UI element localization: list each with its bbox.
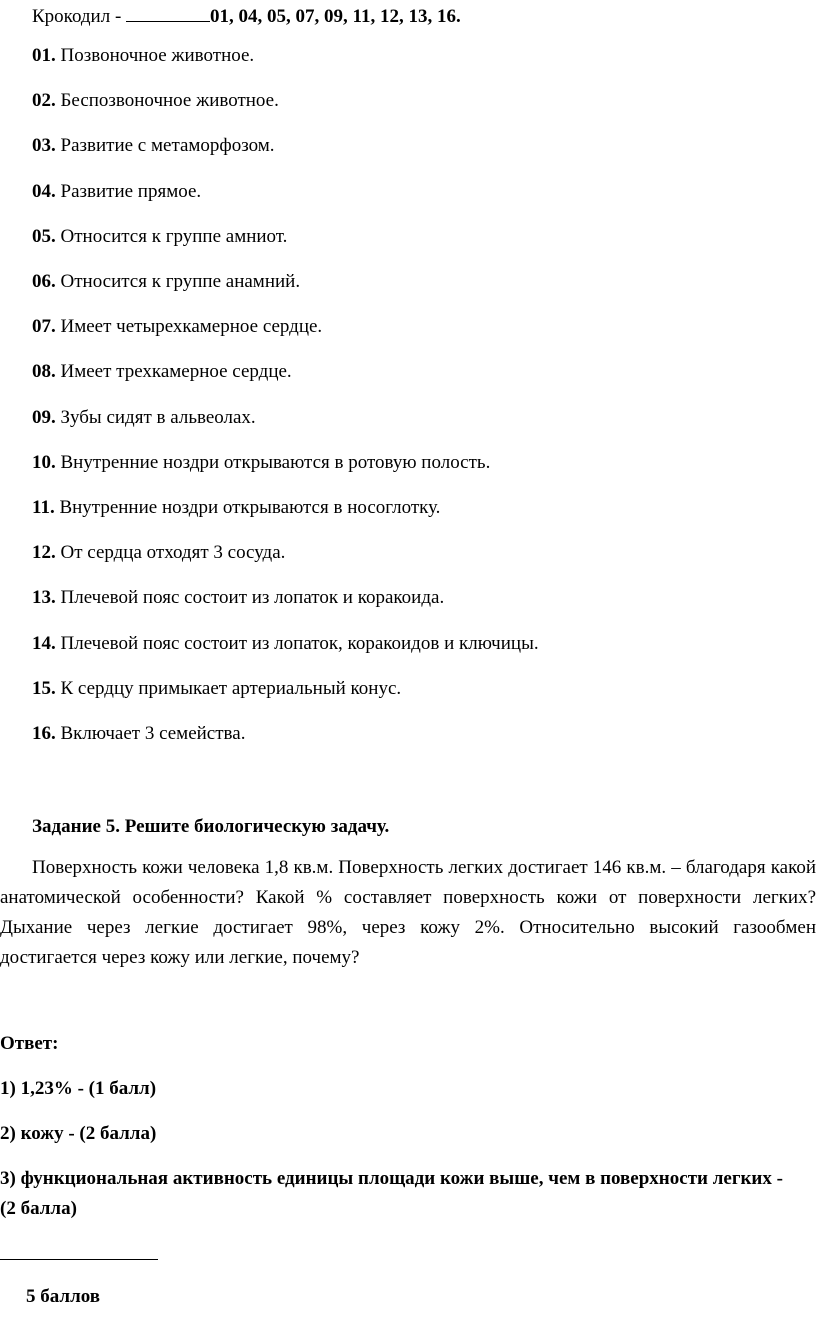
answer-item-2: 2) кожу - (2 балла) — [0, 1123, 157, 1144]
answer-item-1: 1) 1,23% - (1 балл) — [0, 1078, 157, 1099]
statement-number: 04. — [32, 181, 56, 202]
statement-number: 02. — [32, 90, 56, 111]
statement-item — [32, 406, 256, 430]
statement-text: Зубы сидят в альвеолах. — [60, 407, 256, 428]
statement-text: Внутренние ноздри открываются в носоглотку. — [59, 497, 441, 518]
statement-text: Позвоночное животное. — [60, 45, 255, 66]
statement-item — [32, 134, 275, 158]
statement-text: Относится к группе анамний. — [60, 271, 301, 292]
footnote-divider — [0, 1259, 158, 1260]
statement-item — [32, 315, 322, 339]
statement-number: 09. — [32, 407, 56, 428]
statement-number: 05. — [32, 226, 56, 247]
statement-number: 06. — [32, 271, 56, 292]
statement-number: 12. — [32, 542, 56, 563]
statement-number: 07. — [32, 316, 56, 337]
statement-item — [32, 586, 444, 610]
statement-item — [32, 496, 440, 520]
header-line — [32, 4, 461, 29]
statement-number: 11. — [32, 497, 55, 518]
task-text — [0, 853, 816, 973]
header-label: Крокодил - — [32, 6, 122, 27]
statement-text: Беспозвоночное животное. — [60, 90, 279, 111]
task-title: Задание 5. Решите биологическую задачу. — [32, 816, 390, 837]
statement-item — [32, 632, 539, 656]
statement-item — [32, 360, 292, 384]
statement-number: 16. — [32, 723, 56, 744]
statement-item — [32, 180, 201, 204]
statement-item — [32, 89, 279, 113]
statement-text: От сердца отходят 3 сосуда. — [60, 542, 286, 563]
statement-number: 14. — [32, 633, 56, 654]
statement-text: Развитие прямое. — [60, 181, 202, 202]
statement-text: Относится к группе амниот. — [60, 226, 288, 247]
statement-text: К сердцу примыкает артериальный конус. — [60, 678, 402, 699]
statement-item — [32, 270, 300, 294]
statement-number: 15. — [32, 678, 56, 699]
statement-text: Плечевой пояс состоит из лопаток и коракоида. — [60, 587, 445, 608]
answer-item-3: 3) функциональная активность единицы площади кожи выше, чем в поверхности легких - (2 балла) — [0, 1168, 783, 1219]
statement-number: 08. — [32, 361, 56, 382]
statement-text: Плечевой пояс состоит из лопаток, коракоидов и ключицы. — [60, 633, 539, 654]
statement-number: 03. — [32, 135, 56, 156]
statement-item — [32, 44, 254, 68]
statement-item — [32, 225, 287, 249]
statement-number: 01. — [32, 45, 56, 66]
statement-item — [32, 677, 401, 701]
statement-item — [32, 722, 245, 746]
header-answer: 01, 04, 05, 07, 09, 11, 12, 13, 16. — [210, 6, 461, 27]
footnote: 5 баллов — [26, 1286, 101, 1307]
statement-text: Имеет четырехкамерное сердце. — [60, 316, 323, 337]
statement-item — [32, 451, 490, 475]
statement-text: Имеет трехкамерное сердце. — [60, 361, 292, 382]
statement-text: Внутренние ноздри открываются в ротовую полость. — [60, 452, 491, 473]
statement-number: 10. — [32, 452, 56, 473]
statement-text: Развитие с метаморфозом. — [60, 135, 275, 156]
answer-label: Ответ: — [0, 1033, 59, 1054]
task-text-content: Поверхность кожи человека 1,8 кв.м. Поверхность легких достигает 146 кв.м. – благодаря какой анатомической особенности? Какой % составляет поверхность кожи от поверхности легких? Дыхание через легкие достигает 98%, через кожу 2%. Относительно высокий газообмен достигается через кожу или легкие, почему? — [0, 857, 816, 968]
answer-blank — [126, 4, 210, 22]
statement-item — [32, 541, 285, 565]
statement-text: Включает 3 семейства. — [60, 723, 246, 744]
statement-number: 13. — [32, 587, 56, 608]
